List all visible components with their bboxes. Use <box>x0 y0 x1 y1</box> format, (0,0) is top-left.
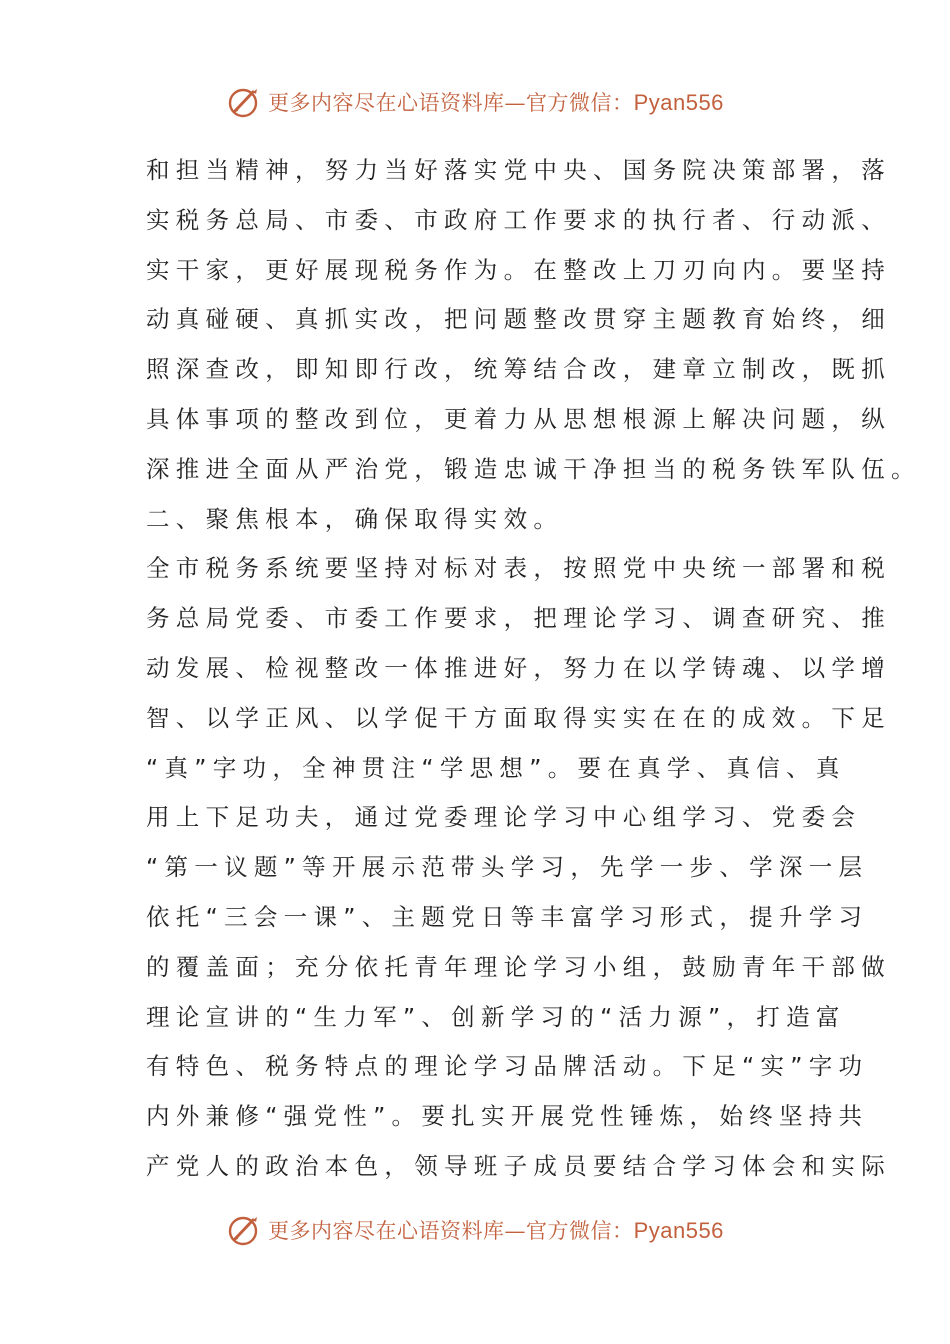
watermark-text: 更多内容尽在心语资料库—官方微信：Pyan556 <box>268 1218 724 1243</box>
text-line: 照深查改，即知即行改，统筹结合改，建章立制改，既抓 <box>146 355 891 384</box>
pen-logo-icon <box>226 1212 262 1248</box>
text-line: 务总局党委、市委工作要求，把理论学习、调查研究、推 <box>146 604 891 633</box>
text-line: 深推进全面从严治党，锻造忠诚干净担当的税务铁军队伍。 <box>146 454 921 483</box>
pen-logo-icon <box>226 84 262 120</box>
document-body <box>146 146 921 1192</box>
text-line: 全市税务系统要坚持对标对表，按照党中央统一部署和税 <box>146 554 891 583</box>
text-line: 理论宣讲的“生力军”、创新学习的“活力源”，打造富 <box>146 1002 846 1031</box>
watermark-text: 更多内容尽在心语资料库—官方微信：Pyan556 <box>268 90 724 115</box>
text-line: 依托“三会一课”、主题党日等丰富学习形式，提升学习 <box>146 902 869 931</box>
footer-watermark <box>0 1210 950 1250</box>
text-line: 实干家，更好展现税务作为。在整改上刀刃向内。要坚持 <box>146 255 891 284</box>
wechat-handle: Pyan556 <box>633 1218 724 1243</box>
text-line: “第一议题”等开展示范带头学习，先学一步、学深一层 <box>146 853 869 882</box>
text-line: 动发展、检视整改一体推进好，努力在以学铸魂、以学增 <box>146 653 891 682</box>
text-line: 产党人的政治本色，领导班子成员要结合学习体会和实际 <box>146 1151 891 1180</box>
text-line: 具体事项的整改到位，更着力从思想根源上解决问题，纵 <box>146 404 891 433</box>
text-line: 内外兼修“强党性”。要扎实开展党性锤炼，始终坚持共 <box>146 1102 869 1131</box>
header-watermark <box>0 82 950 122</box>
wechat-handle: Pyan556 <box>633 90 724 115</box>
text-line: 和担当精神，努力当好落实党中央、国务院决策部署，落 <box>146 156 891 184</box>
text-line: 有特色、税务特点的理论学习品牌活动。下足“实”字功 <box>146 1052 869 1081</box>
section-heading: 二、聚焦根本，确保取得实效。 <box>146 504 564 533</box>
text-line: 实税务总局、市委、市政府工作要求的执行者、行动派、 <box>146 205 891 234</box>
text-line: 的覆盖面；充分依托青年理论学习小组，鼓励青年干部做 <box>146 952 891 981</box>
text-line: 动真碰硬、真抓实改，把问题整改贯穿主题教育始终，细 <box>146 305 891 334</box>
text-line: 智、以学正风、以学促干方面取得实实在在的成效。下足 <box>146 703 891 732</box>
text-line: “真”字功，全神贯注“学思想”。要在真学、真信、真 <box>146 753 846 782</box>
text-line: 用上下足功夫，通过党委理论学习中心组学习、党委会 <box>146 803 862 832</box>
